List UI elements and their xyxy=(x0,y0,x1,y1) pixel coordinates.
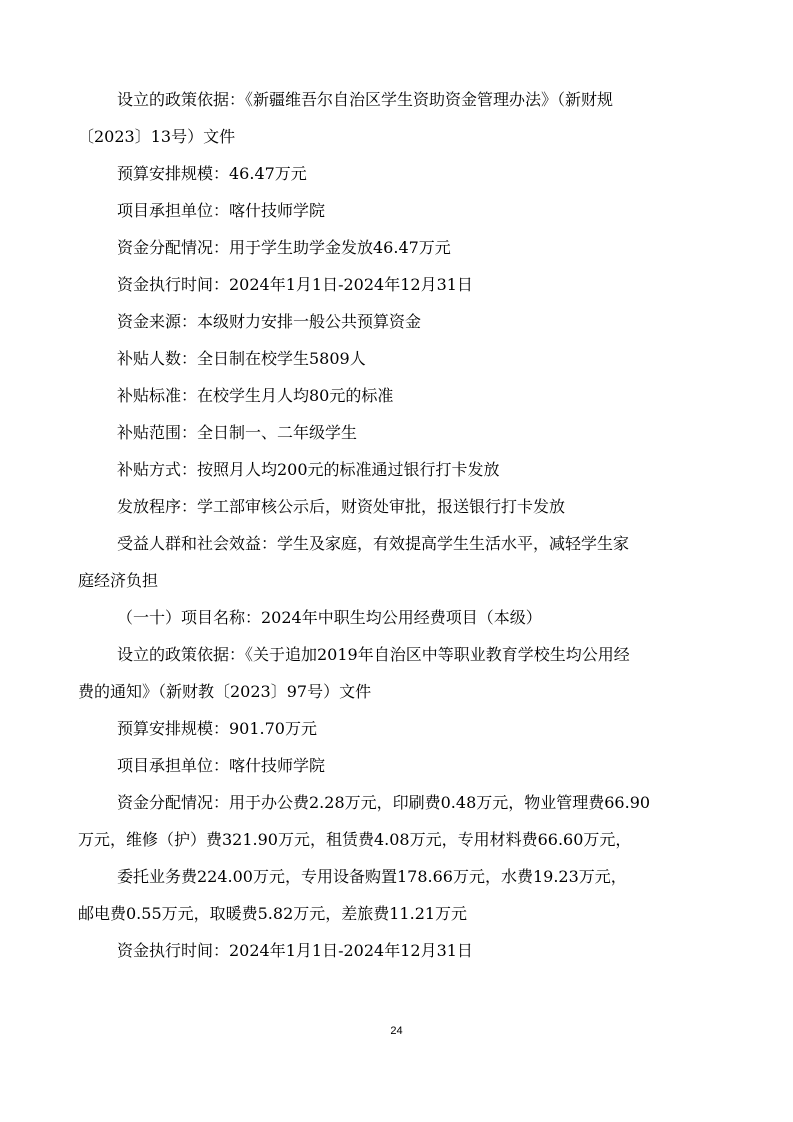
page-number: 24 xyxy=(390,1025,403,1037)
text-line: 项目承担单位：喀什技师学院 xyxy=(117,756,326,775)
text-line: 补贴范围：全日制一、二年级学生 xyxy=(117,423,358,442)
text-line: 发放程序：学工部审核公示后，财资处审批，报送银行打卡发放 xyxy=(117,497,566,516)
text-line: 设立的政策依据：《新疆维吾尔自治区学生资助资金管理办法》（新财规 xyxy=(117,90,614,109)
text-line: 万元，维修（护）费321.90万元，租赁费4.08万元，专用材料费66.60万元， xyxy=(78,830,632,849)
text-line: 资金分配情况：用于办公费2.28万元，印刷费0.48万元，物业管理费66.90 xyxy=(117,793,651,812)
text-line: 资金分配情况：用于学生助学金发放46.47万元 xyxy=(117,238,451,257)
text-line: 补贴方式：按照月人均200元的标准通过银行打卡发放 xyxy=(117,460,500,479)
text-line: 邮电费0.55万元，取暖费5.82万元，差旅费11.21万元 xyxy=(78,904,468,923)
text-line: 预算安排规模：901.70万元 xyxy=(117,719,317,738)
text-line: 设立的政策依据：《关于追加2019年自治区中等职业教育学校生均公用经 xyxy=(117,645,630,664)
text-line: 项目承担单位：喀什技师学院 xyxy=(117,201,326,220)
text-line: 受益人群和社会效益：学生及家庭，有效提高学生生活水平，减轻学生家 xyxy=(117,534,630,553)
section-heading: （一十）项目名称：2024年中职生均公用经费项目（本级） xyxy=(117,608,542,627)
text-line: 费的通知》（新财教〔2023〕97号）文件 xyxy=(78,682,372,701)
text-line: 资金来源：本级财力安排一般公共预算资金 xyxy=(117,312,422,331)
text-line: 补贴标准：在校学生月人均80元的标准 xyxy=(117,386,394,405)
text-line: 委托业务费224.00万元，专用设备购置178.66万元，水费19.23万元， xyxy=(117,867,627,886)
text-line: 〔2023〕13号）文件 xyxy=(78,127,236,146)
text-line: 资金执行时间：2024年1月1日-2024年12月31日 xyxy=(117,275,473,294)
text-line: 庭经济负担 xyxy=(78,571,159,590)
text-line: 资金执行时间：2024年1月1日-2024年12月31日 xyxy=(117,941,473,960)
text-line: 补贴人数：全日制在校学生5809人 xyxy=(117,349,366,368)
text-line: 预算安排规模：46.47万元 xyxy=(117,164,307,183)
